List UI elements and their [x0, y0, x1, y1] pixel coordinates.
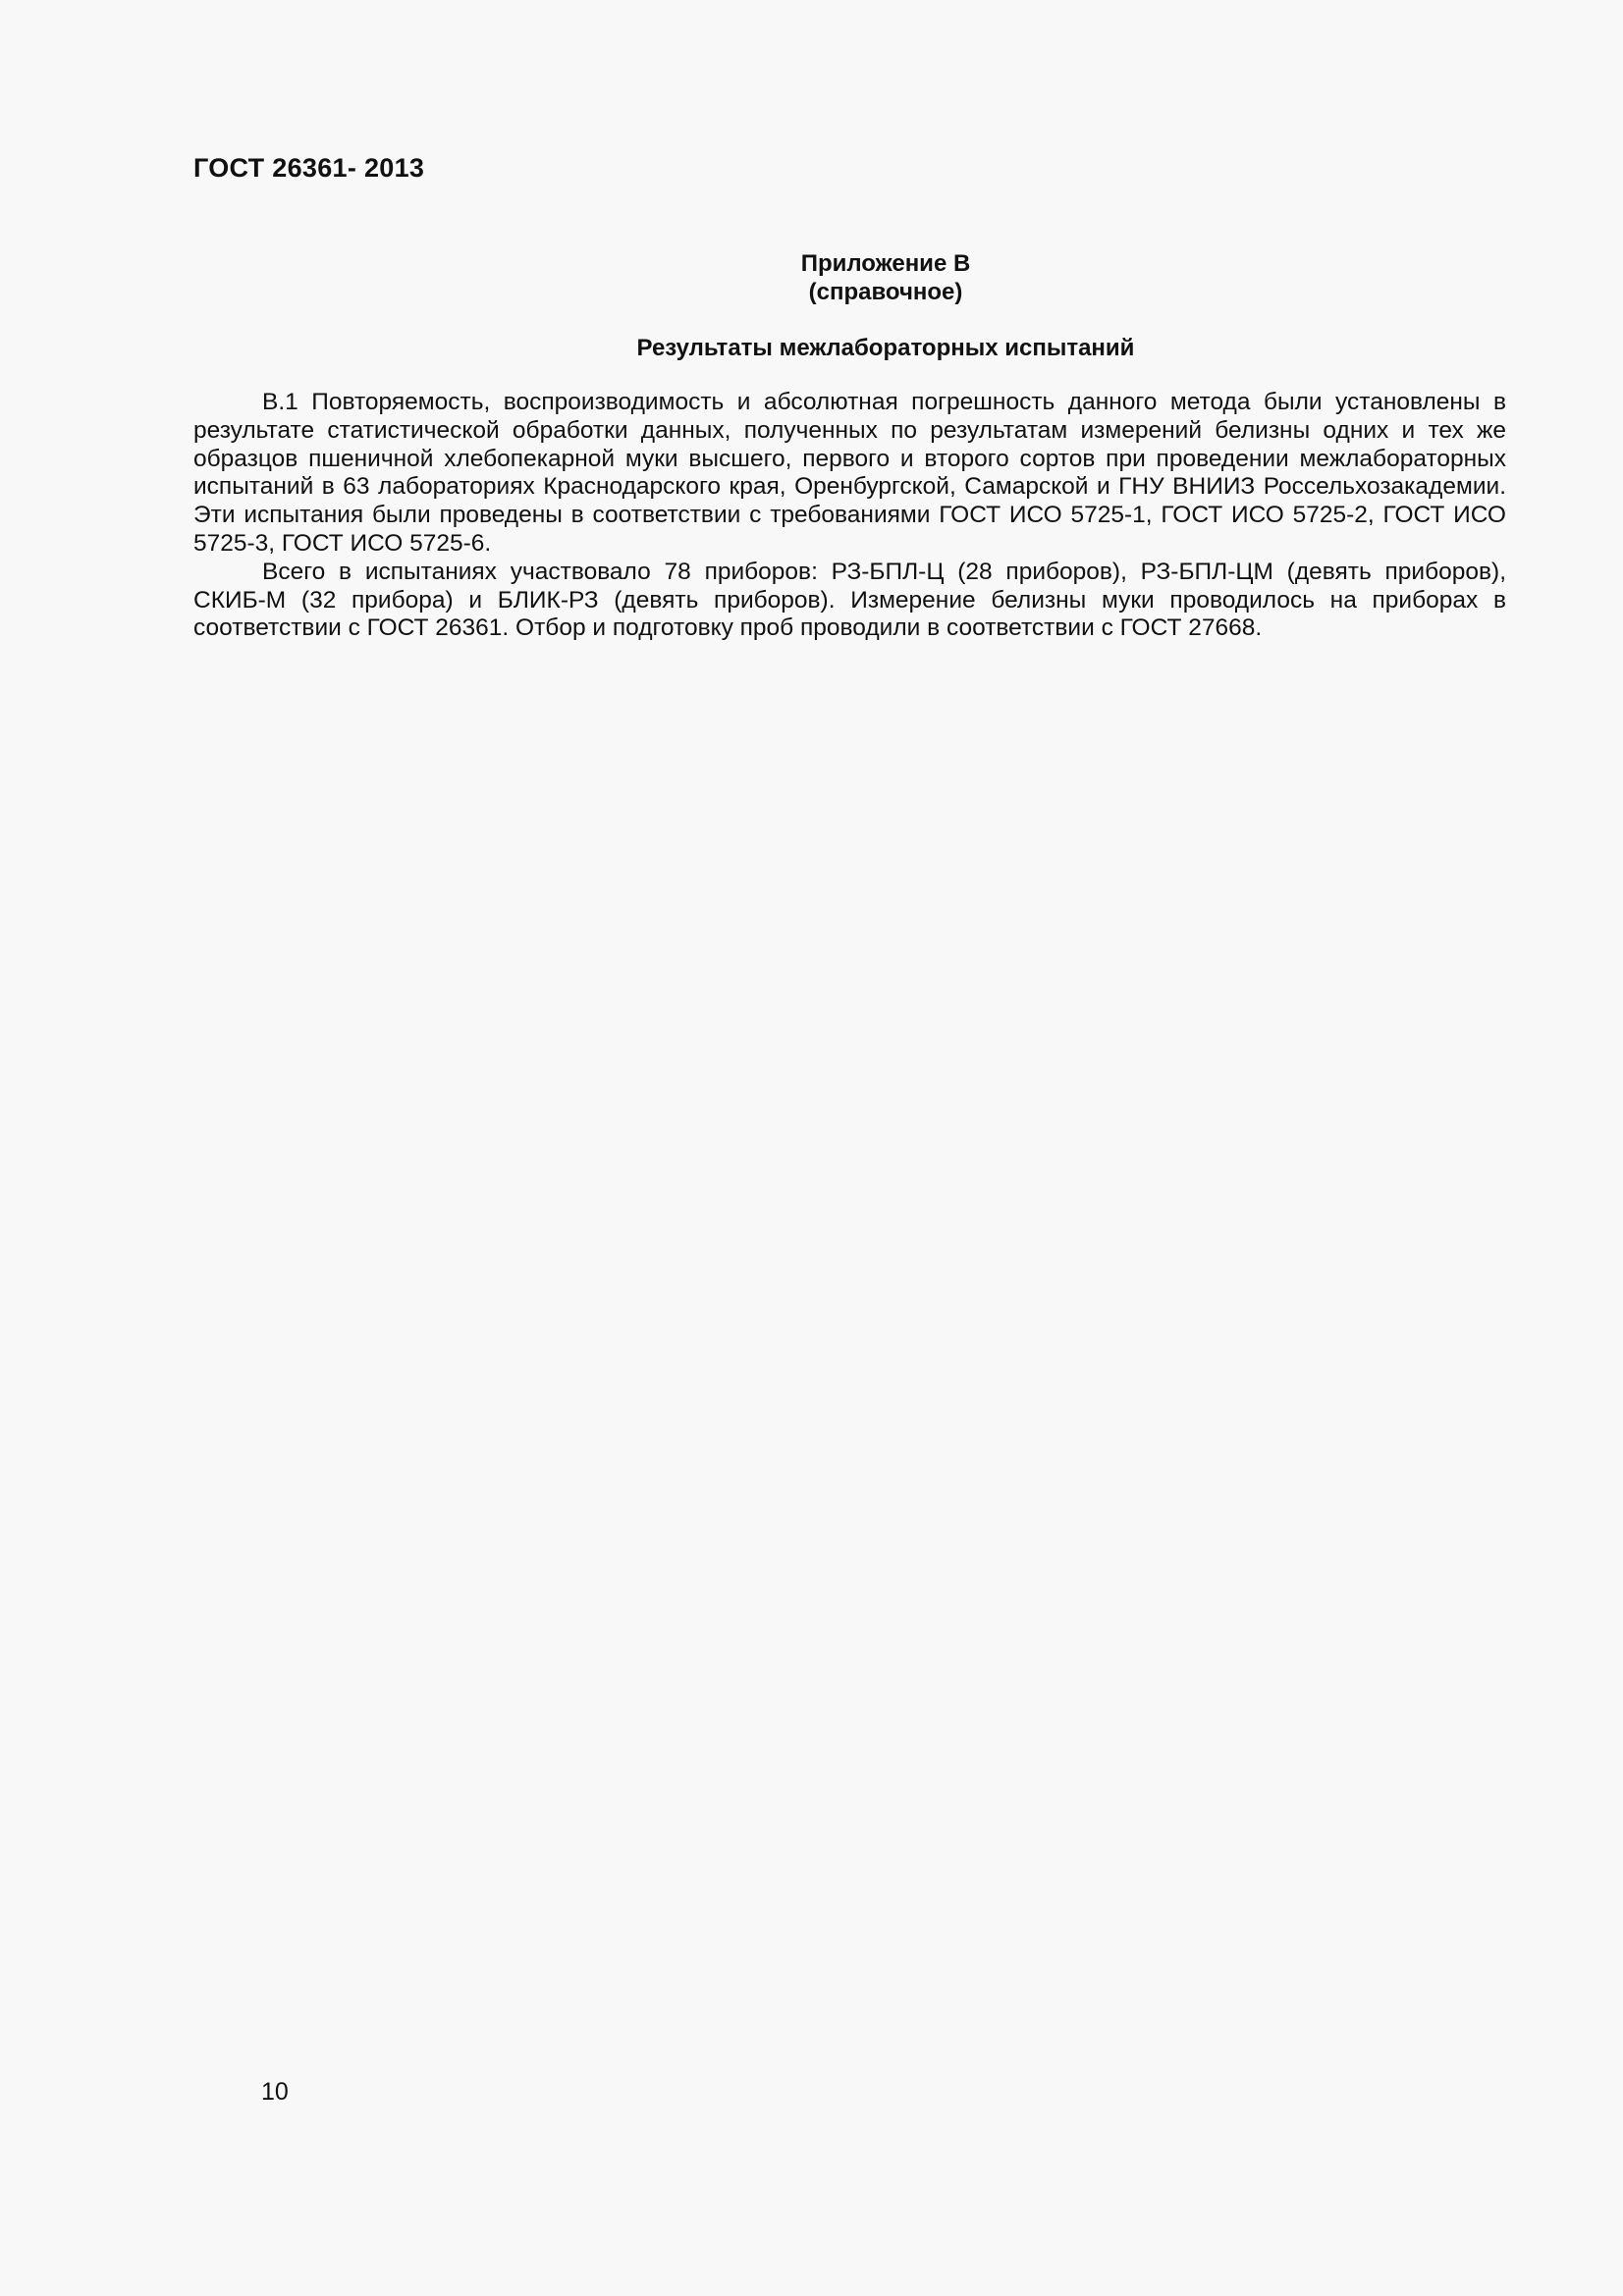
document-code-header: ГОСТ 26361- 2013	[193, 153, 425, 183]
appendix-title: Приложение В	[800, 250, 971, 277]
paragraph-b1: В.1 Повторяемость, воспроизводимость и абсолютная погрешность данного метода были установлены в результате статистической обработки данных, полученных по результатам измерений белизны одних и тех же образцов пшеничной хлебопекарной муки высшего, первого и второго сортов при проведении межлабораторных испытаний в 63 лабораториях Краснодарского края, Оренбургской, Самарской и ГНУ ВНИИЗ Россельхозакадемии. Эти испытания были проведены в соответствии с требованиями ГОСТ ИСО 5725-1, ГОСТ ИСО 5725-2, ГОСТ ИСО 5725-3, ГОСТ ИСО 5725-6.	[193, 389, 1506, 557]
page-number: 10	[261, 2078, 289, 2106]
section-title: Результаты межлабораторных испытаний	[636, 335, 1135, 361]
body-text	[193, 389, 1506, 643]
appendix-kind: (справочное)	[808, 279, 963, 305]
paragraph-instruments: Всего в испытаниях участвовало 78 приборов: РЗ-БПЛ-Ц (28 приборов), РЗ-БПЛ-ЦМ (девять приборов), СКИБ-М (32 прибора) и БЛИК-РЗ (девять приборов). Измерение белизны муки проводилось на приборах в соответствии с ГОСТ 26361. Отбор и подготовку проб проводили в соответствии с ГОСТ 27668.	[193, 558, 1506, 642]
